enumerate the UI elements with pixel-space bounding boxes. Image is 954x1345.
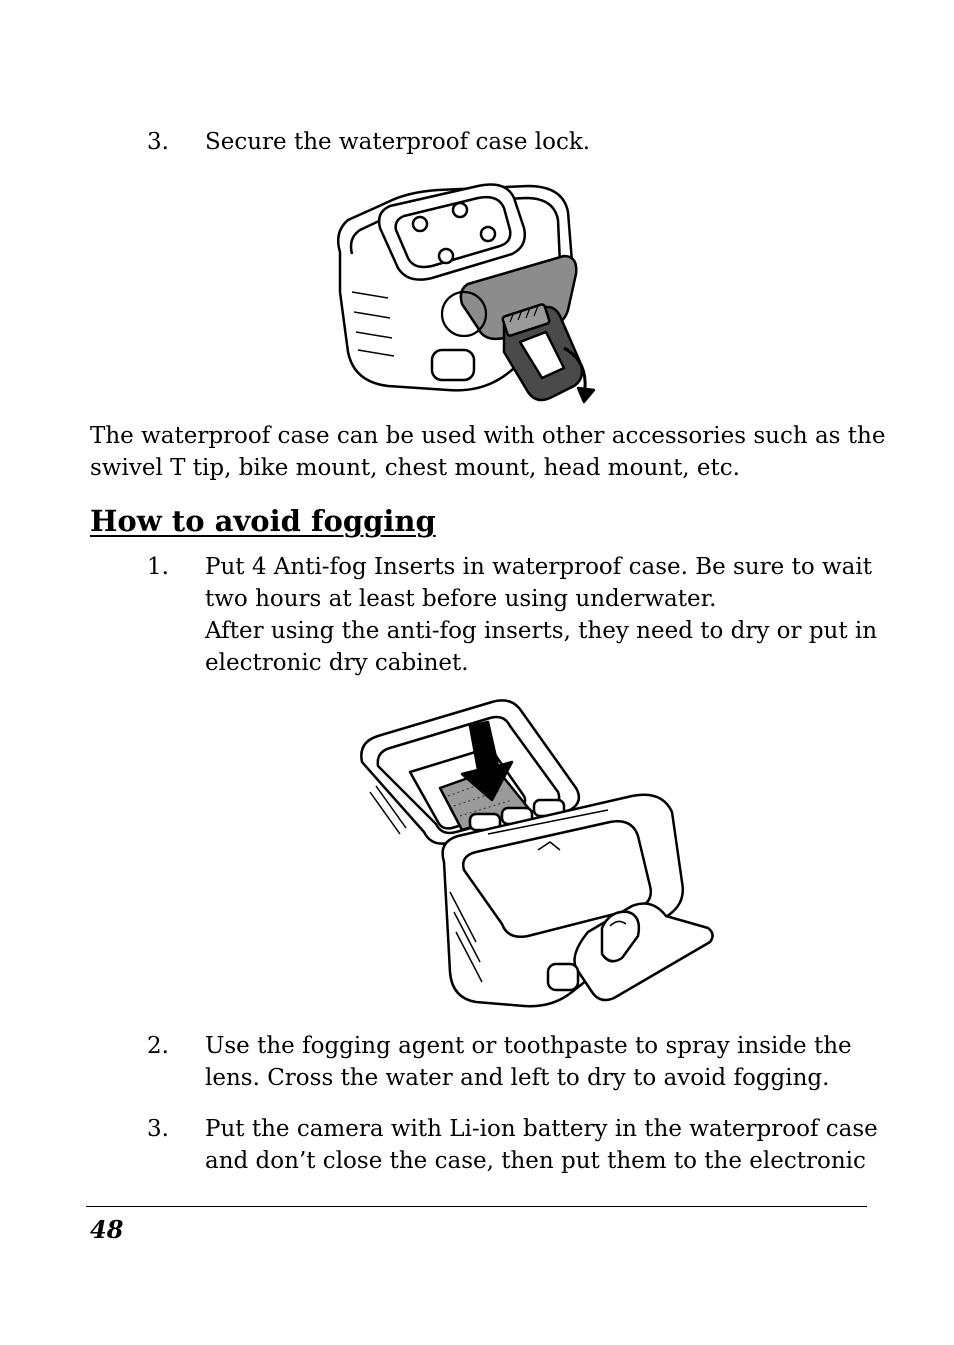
step-number: 2. (147, 1033, 169, 1059)
paragraph-line: The waterproof case can be used with other accessories such as the (90, 423, 886, 449)
step-text-line: and don’t close the case, then put them to the electronic (205, 1148, 866, 1174)
step-number: 3. (147, 129, 169, 155)
waterproof-case-lock-illustration (328, 172, 628, 407)
step-number: 3. (147, 1116, 169, 1142)
step-text-line: Put 4 Anti-fog Inserts in waterproof case. Be sure to wait (205, 554, 872, 580)
anti-fog-insert-illustration (352, 692, 716, 1014)
step-text-line: Put the camera with Li-ion battery in the waterproof case (205, 1116, 878, 1142)
step-text: Secure the waterproof case lock. (205, 129, 591, 155)
step-text-line: two hours at least before using underwater. (205, 586, 717, 612)
step-text-line: Use the fogging agent or toothpaste to spray inside the (205, 1033, 852, 1059)
step-number: 1. (147, 554, 169, 580)
section-heading: How to avoid fogging (90, 504, 436, 538)
footer-rule (86, 1206, 867, 1207)
step-text-line: electronic dry cabinet. (205, 650, 469, 676)
paragraph-line: swivel T tip, bike mount, chest mount, head mount, etc. (90, 455, 740, 481)
step-text-line: lens. Cross the water and left to dry to avoid fogging. (205, 1065, 830, 1091)
page-number: 48 (90, 1215, 124, 1244)
step-text-line: After using the anti-fog inserts, they need to dry or put in (205, 618, 878, 644)
